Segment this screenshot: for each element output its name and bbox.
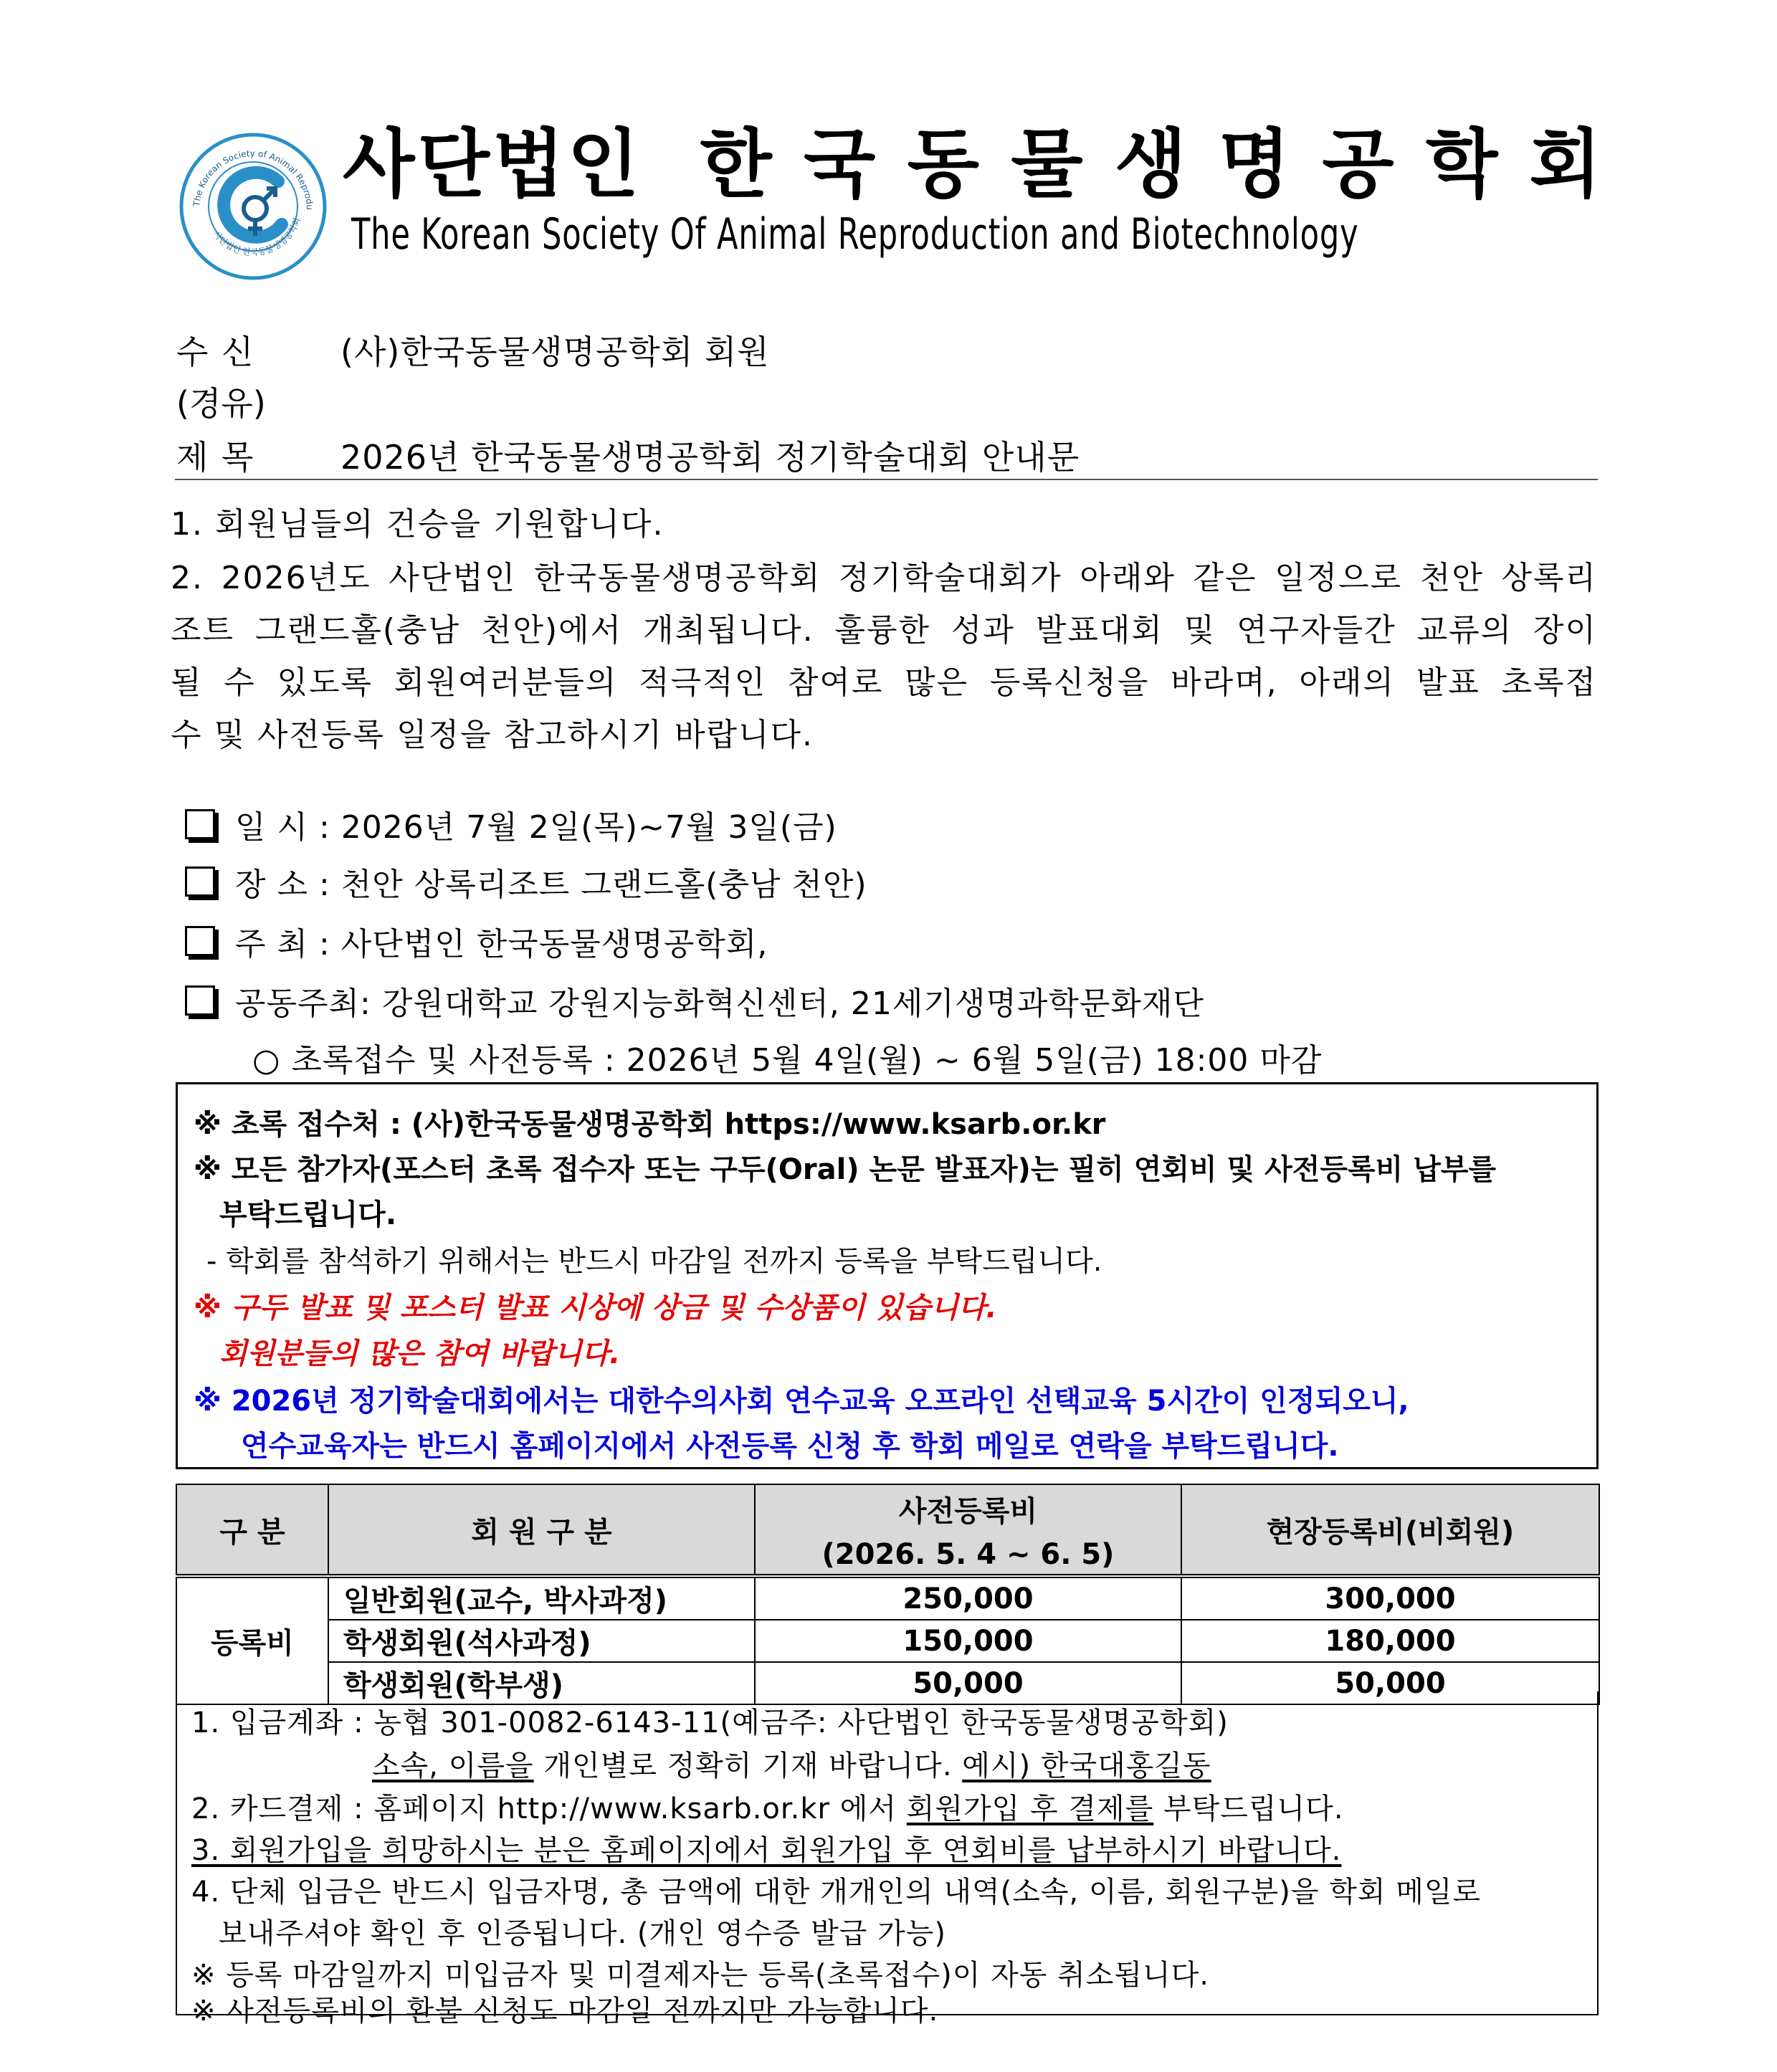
pre-fee-cell: 150,000 <box>755 1620 1181 1662</box>
notice-box <box>176 1082 1599 1469</box>
payment-account-note <box>372 1743 1211 1784</box>
onsite-fee-cell: 180,000 <box>1181 1620 1599 1662</box>
via-label: (경유) <box>176 384 266 423</box>
row-group-label: 등록비 <box>176 1576 328 1704</box>
body-line-2c: 될 수 있도록 회원여러분들의 적극적인 참여로 많은 등록신청을 바라며, 아래의 발표 초록접 <box>171 664 1597 701</box>
notice-abstract-url: ※ 초록 접수처 : (사)한국동물생명공학회 https://www.ksarb.or.kr <box>194 1108 1106 1141</box>
item-cohost <box>185 978 1204 1023</box>
onsite-fee-cell: 300,000 <box>1181 1576 1599 1620</box>
item-date <box>185 801 837 847</box>
body-line-2d: 수 및 사전등록 일정을 참고하시기 바랍니다. <box>171 717 814 753</box>
table-row <box>176 1620 1599 1662</box>
notice-awards: ※ 구두 발표 및 포스터 발표 시상에 상금 및 수상품이 있습니다. <box>194 1292 997 1324</box>
notice-education-cont: 연수교육자는 반드시 홈페이지에서 사전등록 신청 후 학회 메일로 연락을 부탁드립니다. <box>241 1430 1339 1463</box>
pre-fee-cell: 50,000 <box>755 1662 1181 1704</box>
item-cohost-text: 공동주최: 강원대학교 강원지능화혁신센터, 21세기생명과학문화재단 <box>235 985 1204 1022</box>
pre-fee-cell: 250,000 <box>755 1576 1181 1620</box>
body-line-2a: 2. 2026년도 사단법인 한국동물생명공학회 정기학술대회가 아래와 같은 일정으로 천안 상록리 <box>171 560 1597 596</box>
recipient-label: 수 신 <box>176 333 255 371</box>
subject-value: 2026년 한국동물생명공학회 정기학술대회 안내문 <box>340 438 1080 477</box>
item-host-text: 주 최 : 사단법인 한국동물생명공학회, <box>235 926 768 963</box>
header-member-type: 회 원 구 분 <box>328 1484 755 1576</box>
org-title-english: The Korean Society Of Animal Reproduction and Biotechnology <box>351 209 1359 259</box>
payment-card <box>191 1786 1344 1827</box>
member-type-cell: 일반회원(교수, 박사과정) <box>328 1576 755 1620</box>
recipient-value: (사)한국동물생명공학회 회원 <box>340 333 770 371</box>
header-pre-reg-period: (2026. 5. 4 ~ 6. 5) <box>821 1537 1115 1571</box>
item-date-text: 일 시 : 2026년 7월 2일(목)~7월 3일(금) <box>235 809 837 846</box>
payment-account: 1. 입금계좌 : 농협 301-0082-6143-11(예금주: 사단법인 한국동물생명공학회) <box>191 1706 1229 1739</box>
item-place-text: 장 소 : 천안 상록리조트 그랜드홀(충남 천안) <box>235 866 867 903</box>
payment-notes <box>176 1691 1599 2028</box>
body-line-1: 1. 회원님들의 건승을 기원합니다. <box>171 506 664 543</box>
org-title-korean: 사단법인 한 국 동 물 생 명 공 학 회 <box>343 120 1605 208</box>
payment-card-underline: 회원가입 후 결제를 <box>906 1792 1154 1825</box>
subject-label: 제 목 <box>176 438 255 477</box>
item-host <box>185 918 768 964</box>
payment-card-post: 부탁드립니다. <box>1153 1792 1344 1825</box>
notice-deadline: - 학회를 참석하기 위해서는 반드시 마감일 전까지 등록을 부탁드립니다. <box>206 1245 1102 1278</box>
body-line-2b: 조트 그랜드홀(충남 천안)에서 개최됩니다. 훌륭한 성과 발표대회 및 연구자들간 교류의 장이 <box>171 612 1597 649</box>
header-category: 구 분 <box>176 1484 328 1576</box>
payment-card-pre: 2. 카드결제 : 홈페이지 http://www.ksarb.or.kr 에서 <box>191 1792 907 1825</box>
checkbox-icon <box>185 985 215 1016</box>
logo-bottom-text: 사단법인 한국동물생명공학회 <box>211 216 302 258</box>
notice-awards-cont: 회원분들의 많은 참여 바랍니다. <box>219 1337 621 1370</box>
table-row <box>176 1576 1599 1620</box>
payment-note-example: 예시) 한국대홍길동 <box>962 1749 1211 1782</box>
deadline-line: ○ 초록접수 및 사전등록 : 2026년 5월 4일(월) ~ 6월 5일(금) 18:00 마감 <box>252 1042 1323 1079</box>
checkbox-icon <box>185 866 215 897</box>
payment-group-cont: 보내주셔야 확인 후 인증됩니다. (개인 영수증 발급 가능) <box>219 1917 947 1950</box>
header-pre-reg <box>755 1484 1181 1576</box>
item-place <box>185 859 867 904</box>
payment-cancel-note: ※ 등록 마감일까지 미입금자 및 미결제자는 등록(초록접수)이 자동 취소됩니다. <box>191 1959 1209 1992</box>
logo-ring-text: The Korean Society of Animal Reprodu <box>191 148 315 211</box>
society-logo <box>178 131 328 282</box>
member-type-cell: 학생회원(학부생) <box>328 1662 755 1704</box>
notice-fee-required: ※ 모든 참가자(포스터 초록 접수자 또는 구두(Oral) 논문 발표자)는 필히 연회비 및 사전등록비 납부를 <box>194 1153 1497 1186</box>
checkbox-icon <box>185 809 215 839</box>
payment-group: 4. 단체 입금은 반드시 입금자명, 총 금액에 대한 개개인의 내역(소속, 이름, 회원구분)을 학회 메일로 <box>191 1876 1482 1909</box>
header-divider <box>175 479 1598 480</box>
header-pre-reg-label: 사전등록비 <box>898 1494 1038 1528</box>
payment-refund-note: ※ 사전등록비의 환불 신청도 마감일 전까지만 가능합니다. <box>191 1995 939 2028</box>
fee-table <box>176 1484 1600 1705</box>
payment-note-mid: 개인별로 정확히 기재 바랍니다. <box>533 1749 963 1782</box>
header-onsite: 현장등록비(비회원) <box>1181 1484 1599 1576</box>
notice-education: ※ 2026년 정기학술대회에서는 대한수의사회 연수교육 오프라인 선택교육 5시간이 인정되오니, <box>194 1385 1409 1418</box>
checkbox-icon <box>185 926 215 956</box>
payment-membership: 3. 회원가입을 희망하시는 분은 홈페이지에서 회원가입 후 연회비를 납부하시기 바랍니다. <box>191 1834 1342 1867</box>
onsite-fee-cell: 50,000 <box>1181 1662 1599 1704</box>
member-type-cell: 학생회원(석사과정) <box>328 1620 755 1662</box>
payment-note-underline-1: 소속, 이름을 <box>372 1749 534 1782</box>
notice-fee-required-cont: 부탁드립니다. <box>219 1198 397 1231</box>
